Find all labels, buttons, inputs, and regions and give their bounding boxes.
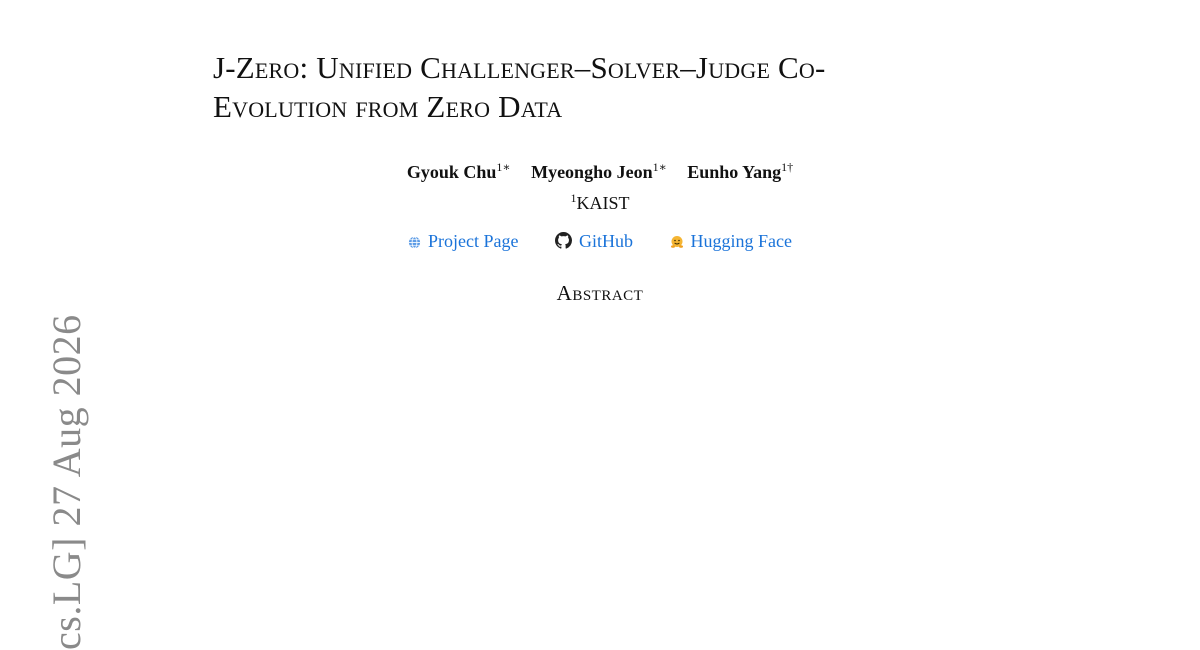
abstract-heading: Abstract xyxy=(556,281,644,305)
paper-title xyxy=(213,48,1013,126)
author-name: Gyouk Chu xyxy=(406,162,497,182)
github-link[interactable] xyxy=(555,231,638,251)
hugging-face-icon xyxy=(670,233,684,254)
author xyxy=(531,162,667,182)
resource-links xyxy=(0,231,1200,254)
author-affil-mark: 1∗ xyxy=(652,160,667,174)
author xyxy=(407,162,511,182)
author-name: Myeongho Jeon xyxy=(531,162,653,182)
author-name: Eunho Yang xyxy=(687,162,782,182)
author-affil-mark: 1† xyxy=(781,160,794,174)
project-page-label: Project Page xyxy=(428,231,519,251)
affiliation-mark: 1 xyxy=(570,191,577,205)
affiliation-name: KAIST xyxy=(576,193,630,213)
affiliation xyxy=(0,191,1200,214)
project-page-link[interactable] xyxy=(408,231,523,251)
author xyxy=(687,162,793,182)
author-list xyxy=(0,160,1200,183)
github-label: GitHub xyxy=(579,231,633,251)
github-icon xyxy=(555,232,572,254)
hugging-face-label: Hugging Face xyxy=(690,231,792,251)
title-line-1: J-Zero: Unified Challenger–Solver–Judge Co- xyxy=(213,50,826,85)
hugging-face-link[interactable] xyxy=(670,231,792,251)
arxiv-stamp: cs.LG] 27 Aug 2026 xyxy=(44,314,89,650)
title-line-2: Evolution from Zero Data xyxy=(213,89,563,124)
author-affil-mark: 1∗ xyxy=(496,160,511,174)
globe-icon xyxy=(408,233,421,254)
